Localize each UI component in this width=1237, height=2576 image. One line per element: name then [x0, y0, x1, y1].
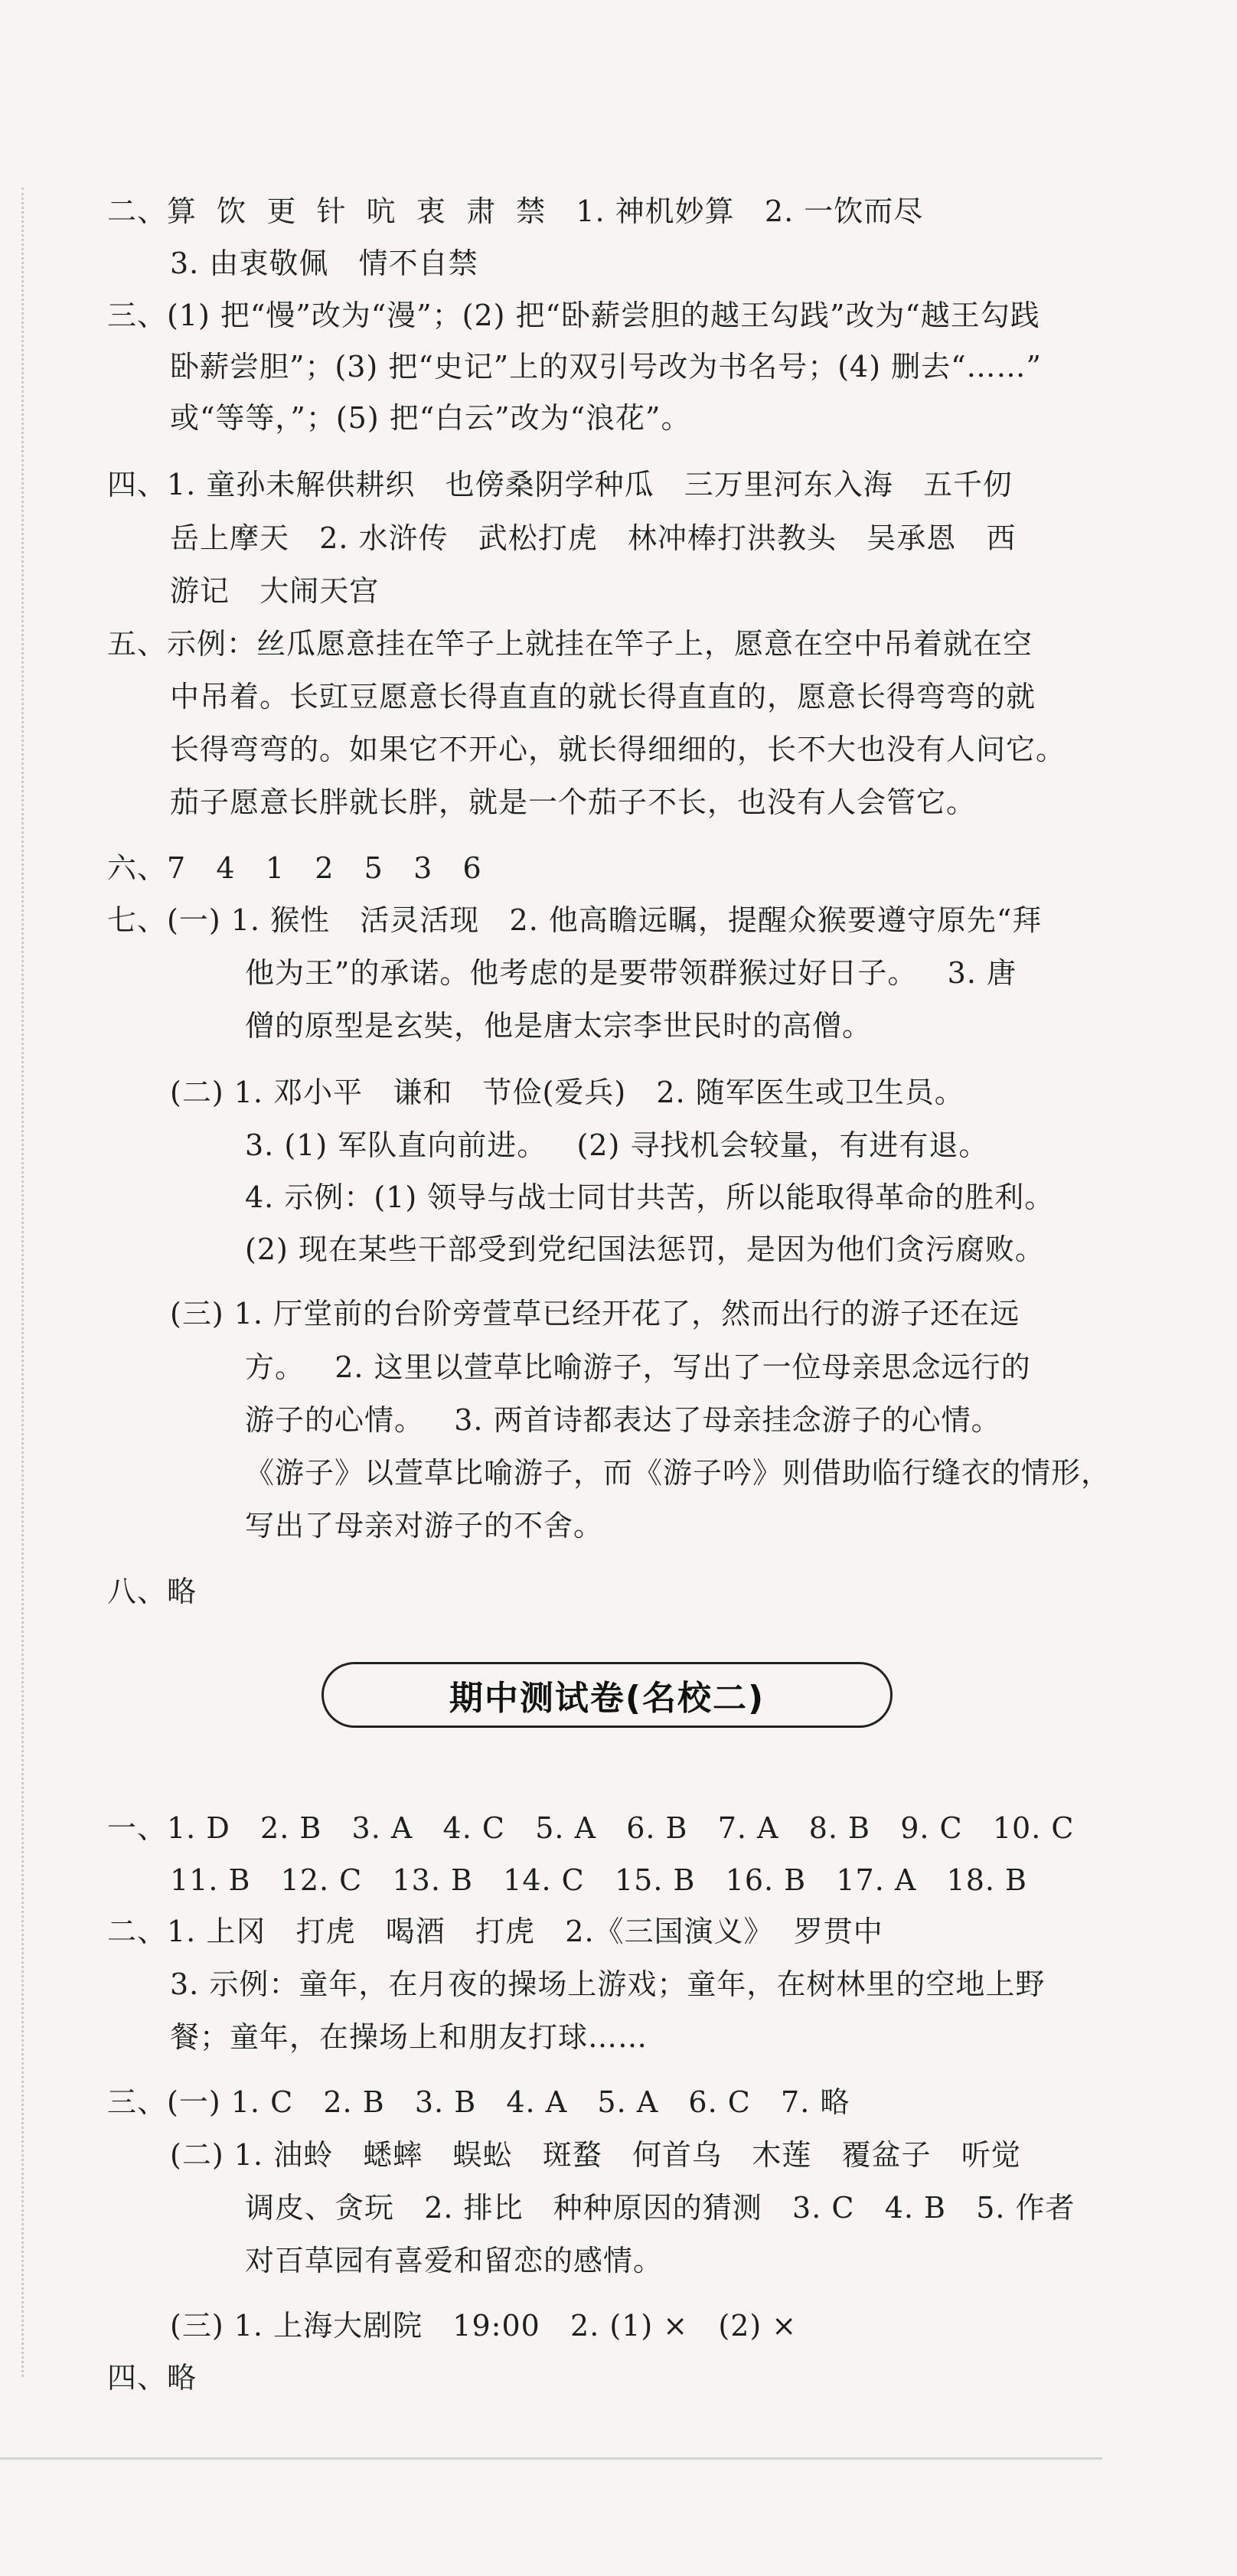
text-line: 中吊着。长豇豆愿意长得直直的就长得直直的，愿意长得弯弯的就 — [170, 680, 1036, 713]
text-line: 3. (1) 军队直向前进。 (2) 寻找机会较量，有进有退。 — [245, 1128, 989, 1162]
text-line: 餐；童年，在操场上和朋友打球…… — [170, 2020, 648, 2054]
text-line: 僧的原型是玄奘，他是唐太宗李世民时的高僧。 — [245, 1009, 873, 1043]
text-line: (2) 现在某些干部受到党纪国法惩罚，是因为他们贪污腐败。 — [245, 1232, 1045, 1266]
text-line: (三) 1. 上海大剧院 19:00 2. (1) × (2) × — [170, 2309, 798, 2343]
left-dotted-margin-rule — [21, 188, 24, 2377]
text-line: 岳上摩天 2. 水浒传 武松打虎 林冲棒打洪教头 吴承恩 西 — [170, 521, 1017, 555]
text-line: 游子的心情。 3. 两首诗都表达了母亲挂念游子的心情。 — [245, 1403, 1001, 1437]
text-line: 11. B 12. C 13. B 14. C 15. B 16. B 17. A 18. B — [170, 1863, 1027, 1897]
text-line: 八、略 — [107, 1575, 197, 1608]
text-line: 三、(1) 把“慢”改为“漫”；(2) 把“卧薪尝胆的越王勾践”改为“越王勾践 — [107, 299, 1040, 332]
text-line: (三) 1. 厅堂前的台阶旁萱草已经开花了，然而出行的游子还在远 — [170, 1297, 1020, 1330]
text-line: 《游子》以萱草比喻游子，而《游子吟》则借助临行缝衣的情形， — [245, 1456, 1111, 1490]
text-line: 或“等等，”；(5) 把“白云”改为“浪花”。 — [170, 401, 691, 435]
text-line: 3. 示例：童年，在月夜的操场上游戏；童年，在树林里的空地上野 — [170, 1967, 1046, 2001]
exam-title: 期中测试卷(名校二) — [321, 1662, 893, 1728]
text-line: 三、(一) 1. C 2. B 3. B 4. A 5. A 6. C 7. 略 — [107, 2085, 850, 2119]
text-line: 4. 示例：(1) 领导与战士同甘共苦，所以能取得革命的胜利。 — [245, 1180, 1055, 1214]
text-line: 七、(一) 1. 猴性 活灵活现 2. 他高瞻远瞩，提醒众猴要遵守原先“拜 — [107, 903, 1043, 937]
text-line: 五、示例：丝瓜愿意挂在竿子上就挂在竿子上，愿意在空中吊着就在空 — [107, 627, 1033, 661]
text-line: (二) 1. 油蛉 蟋蟀 蜈蚣 斑蝥 何首乌 木莲 覆盆子 听觉 — [170, 2138, 1021, 2172]
text-line: 四、1. 童孙未解供耕织 也傍桑阴学种瓜 三万里河东入海 五千仞 — [107, 468, 1013, 501]
text-line: 写出了母亲对游子的不舍。 — [245, 1509, 604, 1543]
text-line: 四、略 — [107, 2361, 197, 2395]
text-line: 他为王”的承诺。他考虑的是要带领群猴过好日子。 3. 唐 — [245, 956, 1017, 990]
text-line: 二、1. 上冈 打虎 喝酒 打虎 2.《三国演义》 罗贯中 — [107, 1915, 883, 1948]
text-line: 茄子愿意长胖就长胖，就是一个茄子不长，也没有人会管它。 — [170, 785, 977, 819]
text-line: 调皮、贪玩 2. 排比 种种原因的猜测 3. C 4. B 5. 作者 — [245, 2191, 1075, 2225]
text-line: 长得弯弯的。如果它不开心，就长得细细的，长不大也没有人问它。 — [170, 733, 1066, 766]
text-line: 一、1. D 2. B 3. A 4. C 5. A 6. B 7. A 8. B 9. C 10. C — [107, 1811, 1075, 1845]
text-line: 二、算 饮 更 针 吭 衷 肃 禁 1. 神机妙算 2. 一饮而尽 — [107, 194, 924, 228]
text-line: 游记 大闹天宫 — [170, 574, 380, 608]
text-line: 方。 2. 这里以萱草比喻游子，写出了一位母亲思念远行的 — [245, 1350, 1031, 1384]
text-line: 3. 由衷敬佩 情不自禁 — [170, 246, 478, 280]
text-line: 六、7 4 1 2 5 3 6 — [107, 851, 482, 885]
bottom-divider — [0, 2457, 1102, 2460]
text-line: 对百草园有喜爱和留恋的感情。 — [245, 2244, 664, 2277]
text-line: 卧薪尝胆”；(3) 把“史记”上的双引号改为书名号；(4) 删去“……” — [170, 350, 1042, 384]
text-line: (二) 1. 邓小平 谦和 节俭(爱兵) 2. 随军医生或卫生员。 — [170, 1076, 964, 1109]
